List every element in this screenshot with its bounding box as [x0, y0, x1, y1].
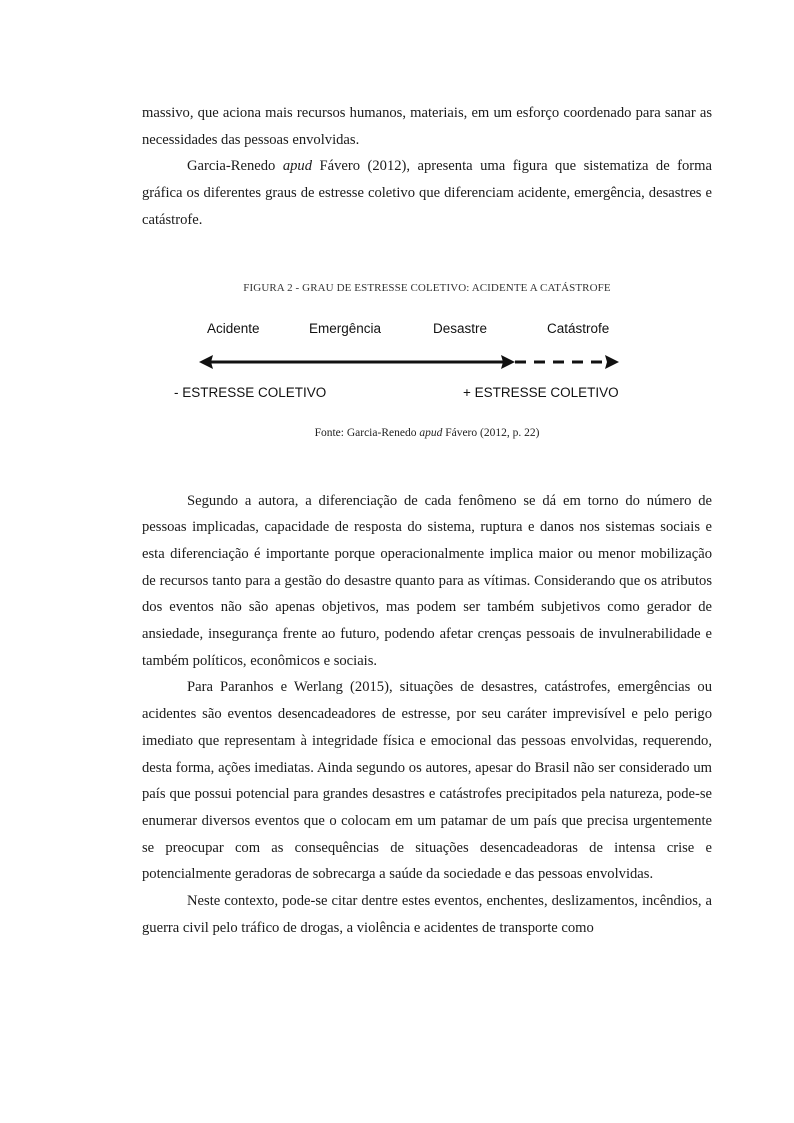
stress-scale-diagram	[174, 320, 657, 411]
author-name: Garcia-Renedo	[187, 158, 283, 175]
scale-arrow	[197, 351, 657, 373]
label-less-stress: - ESTRESSE COLETIVO	[174, 384, 327, 400]
label-desastre: Desastre	[433, 320, 488, 336]
intro-paragraph-2-rest: Fávero (2012), apresenta uma figura que sistematiza de forma gráfica os diferentes graus de estresse coletivo que diferenciam acidente, emergência, desastres e catástrofe.	[142, 158, 712, 228]
body-paragraph-3: Neste contexto, pode-se citar dentre estes eventos, enchentes, deslizamentos, incêndios, a guerra civil pelo tráfico de drogas, a violência e acidentes de transporte como	[142, 893, 712, 936]
source-apud: apud	[419, 426, 443, 439]
figure-title: FIGURA 2 - GRAU DE ESTRESSE COLETIVO: ACIDENTE A CATÁSTROFE	[243, 281, 611, 294]
intro-paragraph-2	[142, 153, 712, 233]
right-arrowhead	[605, 355, 619, 369]
intro-paragraph-1: massivo, que aciona mais recursos humanos, materiais, em um esforço coordenado para sanar as necessidades das pessoas envolvidas.	[142, 105, 712, 148]
document-page	[142, 100, 712, 941]
body-paragraph-1: Segundo a autora, a diferenciação de cada fenômeno se dá em torno do número de pessoas implicadas, capacidade de resposta do sistema, ruptura e danos nos sistemas sociais e esta diferenciação é importante porque operacionalmente implica maior ou menor mobilização de recursos tanto para a gestão do desastre quanto para as vítimas. Considerando que os atributos dos eventos não são apenas objetivos, mas podem ser também subjetivos como gerador de ansiedade, insegurança frente ao futuro, podendo afetar crenças pessoais de invulnerabilidade e também políticos, econômicos e sociais.	[142, 492, 712, 669]
figure-2	[142, 281, 712, 441]
source-prefix: Fonte: Garcia-Renedo	[314, 426, 420, 439]
body-paragraph-2: Para Paranhos e Werlang (2015), situações de desastres, catástrofes, emergências ou acidentes são eventos desencadeadores de estresse, por seu caráter imprevisível e pelo perigo imediato que representam à integridade física e emocional das pessoas envolvidas, requerendo, desta forma, ações imediatas. Ainda segundo os autores, apesar do Brasil não ser considerado um país que possui potencial para grandes desastres e catástrofes precipitados pela natureza, pode-se enumerar diversos eventos que o colocam em um patamar de um país que precisa urgentemente se preocupar com as consequências de situações desencadeadoras de intensa crise e potencialmente geradoras de sobrecarga a saúde da sociedade e das pessoas envolvidas.	[142, 679, 712, 883]
source-suffix: Fávero (2012, p. 22)	[442, 426, 540, 439]
figure-source	[142, 425, 712, 441]
left-arrowhead	[199, 355, 213, 369]
label-acidente: Acidente	[207, 320, 260, 336]
label-emergencia: Emergência	[309, 320, 382, 336]
label-more-stress: + ESTRESSE COLETIVO	[463, 384, 619, 400]
apud-term: apud	[282, 158, 312, 175]
middle-arrowhead	[501, 355, 515, 369]
label-catastrofe: Catástrofe	[547, 320, 610, 336]
